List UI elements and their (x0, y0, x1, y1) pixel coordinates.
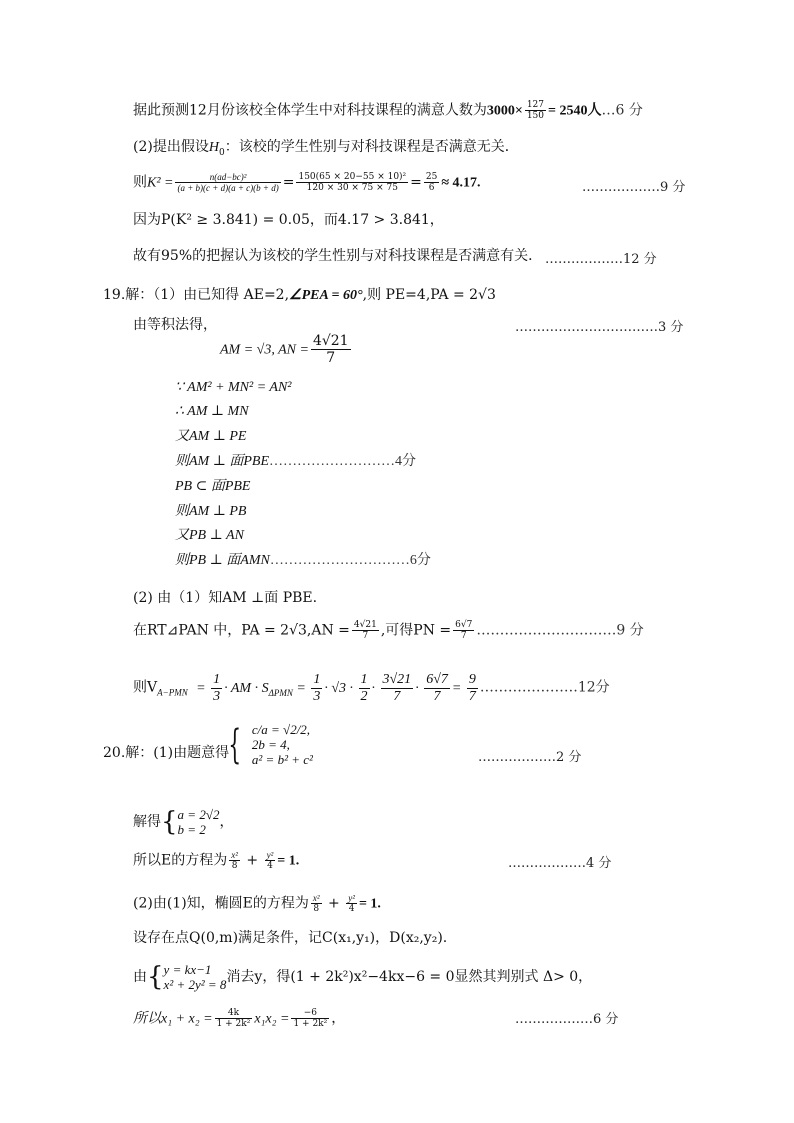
q18-predict-line (133, 100, 643, 122)
frac-den: 120 × 30 × 75 × 75 (306, 183, 398, 193)
q18-conclusion-score: ………………12 分 (545, 252, 657, 267)
pan-prefix: 在RT⊿PAN 中，PA = 2√3,AN = (133, 622, 350, 639)
k2-prefix: 则 (133, 174, 147, 191)
frac-num: −6 (291, 1008, 329, 1019)
frac-den: 150 (526, 111, 544, 121)
q19-part2-line1: (2) 由（1）知AM ⊥面 PBE. (133, 590, 318, 606)
q19-angle: ∠PEA = 60° (289, 288, 363, 303)
frac-den: 6 (428, 183, 435, 193)
hypothesis-prefix: (2)提出假设 (133, 139, 209, 155)
sum-prefix: 所以x₁ + x₂ = (133, 1011, 213, 1027)
q18-k2-score: ………………9 分 (582, 180, 686, 195)
am-an-expr: AM = √3, AN = (220, 342, 309, 358)
line3-rest: 消去y，得(1 + 2k²)x²−4kx−6 = 0显然其判别式 Δ> 0， (226, 969, 593, 985)
q19-step-1: ∵ AM² + MN² = AN² (175, 380, 292, 395)
hypothesis-text: ：该校的学生性别与对科技课程是否满意无关． (224, 139, 519, 155)
q18-predict-fraction (525, 100, 546, 121)
line3-prefix: 由 (133, 969, 147, 985)
equation-text: 所以E的方程为 (133, 852, 228, 869)
frac-num: 127 (526, 100, 544, 110)
q19-equal-area-expr (220, 333, 353, 366)
an-fraction (352, 620, 379, 641)
sum-fraction (215, 1008, 253, 1029)
part2-text: (2)由(1)知，椭圆E的方程为 (133, 895, 309, 912)
q19-step-2: ∴ AM ⊥ MN (175, 404, 249, 419)
solve-line-1: a = 2√2 (177, 807, 220, 822)
frac-den: 7 (362, 631, 369, 641)
solve-system (178, 807, 220, 837)
eq: = (282, 174, 295, 191)
frac-num: 150(65 × 20−55 × 10)² (298, 172, 407, 182)
eq: = (410, 174, 422, 191)
q20-part2-line4 (133, 1008, 345, 1030)
pn-score: …………………………9 分 (476, 622, 644, 639)
q19-header (103, 285, 496, 306)
q20-equation: 所以E的方程为 $\frac{\text{x²}}{8}$ + $\frac{\text{y²}}{4}$ = 1. (133, 850, 300, 871)
line4-suffix: ， (331, 1010, 346, 1027)
frac-num: 4√21 (312, 333, 349, 349)
system-line-1: y = kx−1 (163, 962, 212, 977)
q18-conclusion: 故有95%的把握认为该校的学生性别与对科技课程是否满意有关． (133, 248, 543, 264)
q18-predict-result: = 2540人 (548, 103, 602, 119)
k2-symbol: K² = (147, 175, 174, 191)
q20-part2-line3 (133, 962, 592, 992)
k2-value-fraction (296, 172, 408, 193)
left-brace-icon: { (161, 807, 178, 837)
left-brace-icon: { (228, 721, 242, 768)
q19-step-8 (175, 551, 431, 571)
q19-step-5: PB ⊂ 面PBE (175, 479, 251, 494)
q20-equation-score: ………………4 分 (508, 856, 612, 871)
q19-part2-line2 (133, 620, 644, 641)
q19-equal-area-label: 由等积法得， (133, 317, 217, 333)
q20-solve (133, 807, 233, 837)
q18-hypothesis (133, 137, 519, 163)
hypothesis-sub: 0 (218, 147, 225, 158)
q19-rest: ,则 PE=4,PA = 2√3 (362, 287, 496, 303)
system-line-2: 2b = 4, (251, 737, 290, 752)
step-text: 则AM ⊥ 面PBE (175, 454, 270, 469)
frac-den: 1 + 2k² (216, 1019, 251, 1029)
step-score: ………………………4分 (269, 454, 417, 469)
pn-mid: ,可得PN = (380, 622, 452, 639)
q20-system (222, 722, 313, 767)
q19-step-7: 又PB ⊥ AN (175, 528, 244, 543)
k2-result: ≈ 4.17. (441, 175, 481, 191)
frac-num: 4√21 (353, 620, 377, 630)
q19-equal-area-score: ……………………………3 分 (515, 320, 684, 335)
frac-den: 7 (460, 631, 467, 641)
step-text: 则PB ⊥ 面AMN (175, 553, 270, 568)
q19-step-3: 又AM ⊥ PE (175, 429, 247, 444)
q20-system-lines (252, 722, 313, 767)
q20-part2-line2: 设存在点Q(0,m)满足条件，记C(x₁,y₁)，D(x₂,y₂). (133, 930, 448, 946)
volume-expr: = $\frac{1}{3}$ · AM · $S_{\Delta PMN}$ = $\frac{1}{3}$ · √3 · $\frac{1}{2}$ · $\frac{3√21}{7}$ · $\frac{6√7}{7}$ = $\frac{9}{7}$ (196, 672, 476, 704)
frac-den: 1 + 2k² (293, 1019, 328, 1029)
q19-volume-line (133, 672, 610, 705)
prod-prefix: x₁x₂ = (254, 1011, 290, 1027)
left-brace-icon: { (147, 962, 164, 992)
solve-line-2: b = 2 (177, 822, 206, 837)
frac-num: 4k (215, 1008, 253, 1019)
q19-label: 19.解：（1）由已知得 AE=2, (103, 287, 290, 303)
pn-fraction (453, 620, 474, 641)
an-fraction (311, 333, 351, 366)
system-line-3: a² = b² + c² (251, 752, 313, 767)
prod-fraction (291, 1008, 329, 1029)
q18-predict-expr: 3000× (486, 103, 523, 119)
q18-predict-text: 据此预测12月份该校全体学生中对科技课程的满意人数为 (133, 102, 487, 119)
q18-predict-score: …6 分 (601, 102, 643, 119)
frac-den: 7 (326, 350, 336, 366)
volume-score: …………………12分 (479, 679, 610, 696)
solve-suffix: ， (219, 814, 234, 830)
q20-part2-line1: (2)由(1)知，椭圆E的方程为 $\frac{\text{x²}}{8}$ + $\frac{\text{y²}}{4}$ = 1. (133, 893, 381, 914)
q18-because-line: 因为P(K² ≥ 3.841) = 0.05，而4.17 > 3.841， (133, 212, 444, 228)
solve-label: 解得 (133, 814, 161, 830)
volume-prefix: 则V (133, 679, 158, 696)
hypothesis-symbol: H (208, 140, 219, 155)
k2-formula-fraction (175, 172, 280, 193)
q20-header-label: 20.解：(1)由题意得 (103, 745, 230, 761)
system-line-2: x² + 2y² = 8 (163, 977, 227, 992)
frac-num: 6√7 (455, 620, 473, 630)
frac-num: n(ad−bc)² (175, 172, 280, 183)
q20-header-score: ………………2 分 (478, 750, 582, 765)
q19-step-4 (175, 452, 416, 472)
frac-num: 25 (425, 172, 438, 182)
system-line-1: c/a = √2/2, (251, 722, 311, 737)
k2-result-fraction (424, 172, 439, 193)
line3-system (164, 962, 227, 992)
q20-part2-score: ………………6 分 (515, 1012, 619, 1027)
step-score: …………………………6分 (269, 553, 431, 568)
frac-den: (a + b)(c + d)(a + c)(b + d) (177, 183, 279, 193)
volume-sub: A−PMN (157, 687, 188, 698)
q18-k2-line (133, 172, 481, 194)
q19-step-6: 则AM ⊥ PB (175, 504, 247, 519)
